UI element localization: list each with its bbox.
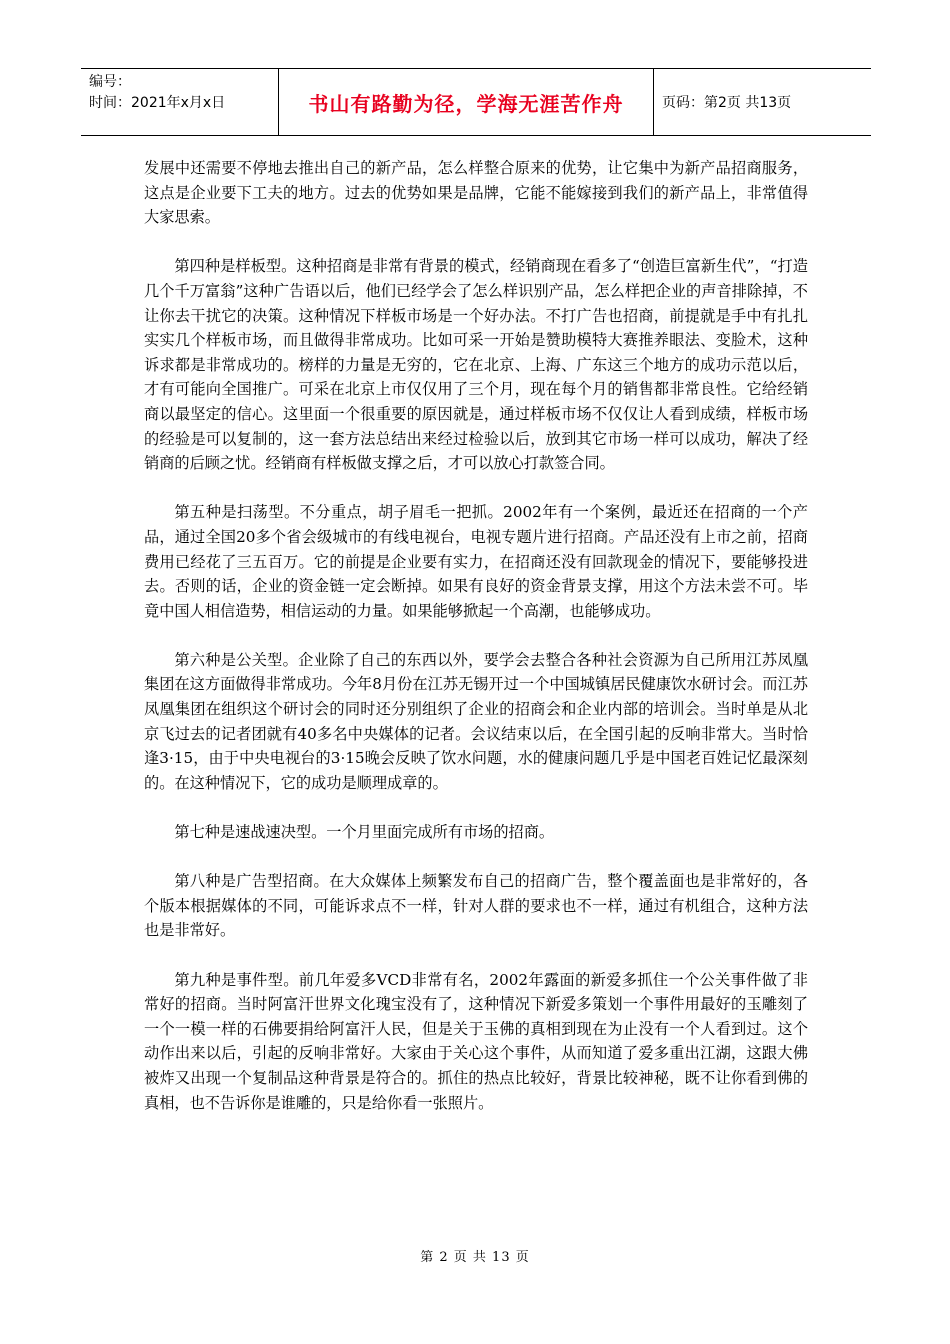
- paragraph-type-4-sample: 第四种是样板型。这种招商是非常有背景的模式，经销商现在看多了“创造巨富新生代”，“打造几个千万富翁”这种广告语以后，他们已经学会了怎么样识别产品，怎么样把企业的声音排除掉，不让你去干扰它的决策。这种情况下样板市场是一个好办法。不打广告也招商，前提就是手中有扎扎实实几个样板市场，而且做得非常成功。比如可采一开始是赞助模特大赛推养眼法、变脸术，这种诉求都是非常成功的。榜样的力量是无穷的，它在北京、上海、广东这三个地方的成功示范以后，才有可能向全国推广。可采在北京上市仅仅用了三个月，现在每个月的销售都非常良性。它给经销商以最坚定的信心。这里面一个很重要的原因就是，通过样板市场不仅仅让人看到成绩，样板市场的经验是可以复制的，这一套方法总结出来经过检验以后，放到其它市场一样可以成功，解决了经销商的后顾之忧。经销商有样板做支撑之后，才可以放心打款签合同。: [144, 257, 808, 473]
- page-header: [81, 68, 871, 136]
- header-motto-cell: [279, 69, 654, 135]
- document-body: [144, 156, 808, 1140]
- paragraph-continued: 发展中还需要不停地去推出自己的新产品，怎么样整合原来的优势，让它集中为新产品招商服务，这点是企业要下工夫的地方。过去的优势如果是品牌，它能不能嫁接到我们的新产品上，非常值得大家思索。: [144, 159, 808, 227]
- motto-text: 书山有路勤为径，学海无涯苦作舟: [308, 91, 624, 116]
- page-code: 页码：第2页 共13页: [662, 95, 792, 111]
- paragraph-type-6-pr: 第六种是公关型。企业除了自己的东西以外，要学会去整合各种社会资源为自己所用江苏凤凰集团在这方面做得非常成功。今年8月份在江苏无锡开过一个中国城镇居民健康饮水研讨会。而江苏凤凰集团在组织这个研讨会的同时还分别组织了企业的招商会和企业内部的培训会。当时单是从北京飞过去的记者团就有40多名中央媒体的记者。会议结束以后，在全国引起的反响非常大。当时恰逢3·15，由于中央电视台的3·15晚会反映了饮水问题，水的健康问题几乎是中国老百姓记忆最深刻的。在这种情况下，它的成功是顺理成章的。: [144, 650, 808, 792]
- doc-number-label: 编号：: [89, 74, 131, 90]
- paragraph-type-5-sweep: 第五种是扫荡型。不分重点，胡子眉毛一把抓。2002年有一个案例，最近还在招商的一个产品，通过全国20多个省会级城市的有线电视台，电视专题片进行招商。产品还没有上市之前，招商费用已经花了三五百万。它的前提是企业要有实力，在招商还没有回款现金的情况下，要能够投进去。否则的话，企业的资金链一定会断掉。如果有良好的资金背景支撑，用这个方法未尝不可。毕竟中国人相信造势，相信运动的力量。如果能够掀起一个高潮，也能够成功。: [144, 503, 808, 620]
- paragraph-type-8-ads: 第八种是广告型招商。在大众媒体上频繁发布自己的招商广告，整个覆盖面也是非常好的，各个版本根据媒体的不同，可能诉求点不一样，针对人群的要求也不一样，通过有机组合，这种方法也是非常好。: [144, 872, 808, 940]
- page-footer: 第 2 页 共 13 页: [420, 1250, 530, 1265]
- header-page-cell: [654, 69, 871, 135]
- time-label: 时间：2021年x月x日: [89, 95, 226, 111]
- header-left-cell: [81, 69, 279, 135]
- paragraph-type-9-event: 第九种是事件型。前几年爱多VCD非常有名，2002年露面的新爱多抓住一个公关事件做了非常好的招商。当时阿富汗世界文化瑰宝没有了，这种情况下新爱多策划一个事件用最好的玉雕刻了一个一模一样的石佛要捐给阿富汗人民，但是关于玉佛的真相到现在为止没有一个人看到过。这个动作出来以后，引起的反响非常好。大家由于关心这个事件，从而知道了爱多重出江湖，这跟大佛被炸又出现一个复制品这种背景是符合的。抓住的热点比较好，背景比较神秘，既不让你看到佛的真相，也不告诉你是谁雕的，只是给你看一张照片。: [144, 970, 808, 1112]
- paragraph-type-7-blitz: 第七种是速战速决型。一个月里面完成所有市场的招商。: [174, 823, 555, 842]
